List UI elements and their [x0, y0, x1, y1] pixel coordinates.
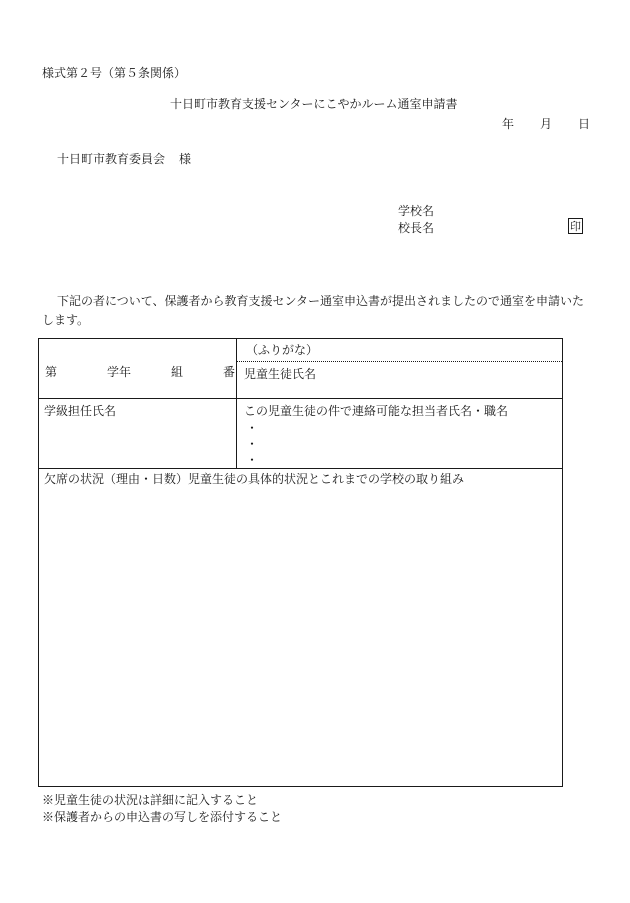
date-line — [502, 118, 590, 130]
addressee-honorific: 様 — [179, 152, 192, 166]
note-item: ※児童生徒の状況は詳細に記入すること — [42, 793, 259, 807]
contact-person-label: この児童生徒の件で連絡可能な担当者氏名・職名 — [244, 404, 509, 418]
student-name-label: 児童生徒氏名 — [244, 367, 317, 381]
number-label: 番 — [223, 365, 236, 379]
principal-name-label: 校長名 — [398, 221, 435, 235]
row-divider-2 — [39, 468, 562, 469]
date-month: 月 — [540, 117, 553, 131]
column-divider — [236, 339, 237, 468]
addressee — [57, 153, 191, 165]
date-year: 年 — [502, 117, 515, 131]
application-body-text: 下記の者について、保護者から教育支援センター通室申込書が提出されましたので通室を申請いたします。 — [42, 294, 585, 327]
notes — [42, 792, 282, 826]
grade-label: 学年 — [107, 365, 132, 379]
absence-situation-label: 欠席の状況（理由・日数）児童生徒の具体的状況とこれまでの学校の取り組み — [44, 472, 465, 486]
contact-bullet-1: ・ — [246, 421, 259, 435]
form-number: 様式第２号（第５条関係） — [42, 66, 187, 80]
class-label: 組 — [171, 365, 184, 379]
date-day: 日 — [578, 117, 591, 131]
addressee-name: 十日町市教育委員会 — [57, 152, 166, 166]
furigana-divider — [236, 361, 562, 362]
document-title: 十日町市教育支援センターにこやかルーム通室申請書 — [170, 97, 458, 111]
contact-bullet-3: ・ — [246, 453, 259, 467]
contact-bullet-2: ・ — [246, 437, 259, 451]
seal-mark: 印 — [570, 219, 581, 233]
school-name-label: 学校名 — [398, 204, 435, 218]
grade-prefix-label: 第 — [45, 365, 58, 379]
row-divider-1 — [39, 398, 562, 399]
furigana-label: （ふりがな） — [246, 343, 319, 357]
homeroom-teacher-label: 学級担任氏名 — [44, 404, 117, 418]
application-form-table — [38, 338, 563, 787]
note-item: ※保護者からの申込書の写しを添付すること — [42, 810, 283, 824]
